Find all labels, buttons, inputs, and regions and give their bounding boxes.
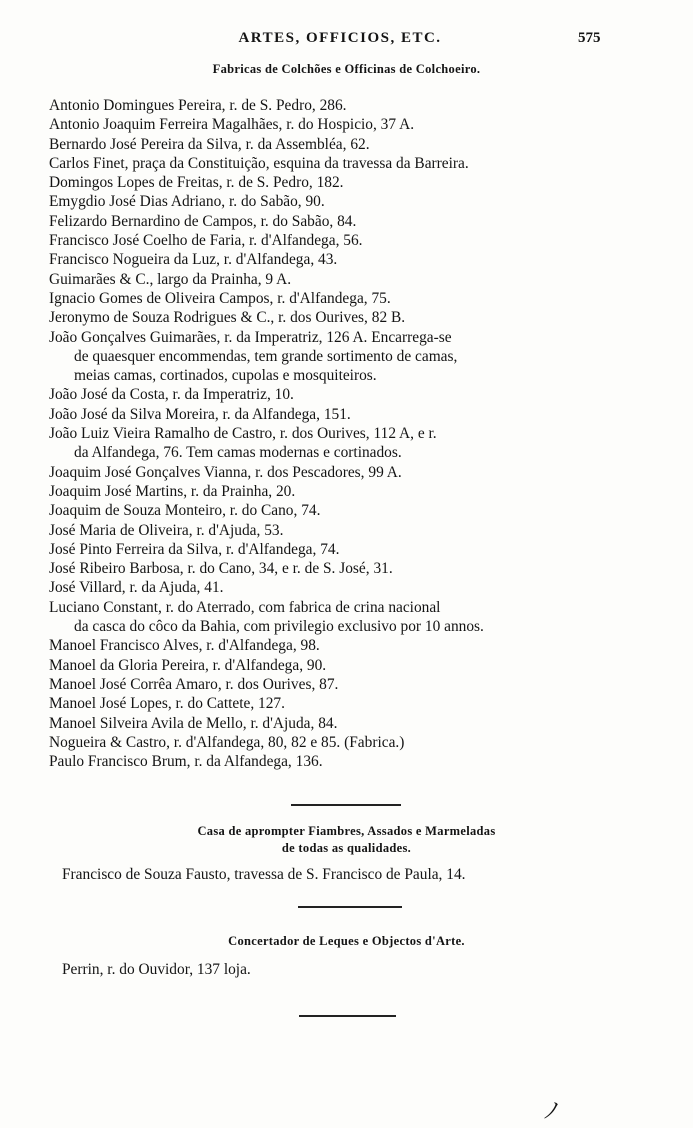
- entry-line: Antonio Joaquim Ferreira Magalhães, r. do Hospicio, 37 A.: [49, 116, 415, 134]
- list-item: [0, 192, 693, 211]
- entry-line: João José da Costa, r. da Imperatriz, 10.: [49, 386, 294, 404]
- entry-line: Manoel da Gloria Pereira, r. d'Alfandega, 90.: [49, 656, 327, 674]
- entry-line: Manoel José Lopes, r. do Cattete, 127.: [49, 695, 285, 713]
- margin-mark: ノ: [541, 1098, 564, 1123]
- entry-continuation-line: da casca do côco da Bahia, com privilegio exclusivo por 10 annos.: [74, 618, 484, 636]
- page-header: [0, 30, 693, 54]
- list-item: [0, 714, 693, 733]
- list-item: [0, 154, 693, 173]
- entry-line: Felizardo Bernardino de Campos, r. do Sabão, 84.: [49, 212, 357, 230]
- entry-line: Joaquim José Gonçalves Vianna, r. dos Pescadores, 99 A.: [49, 463, 402, 481]
- list-item: [0, 540, 693, 559]
- list-item: [0, 270, 693, 289]
- section-heading-fiambres-line2: de todas as qualidades.: [281, 841, 412, 855]
- entry-line: Paulo Francisco Brum, r. da Alfandega, 136.: [49, 753, 323, 771]
- entry-list: [0, 96, 693, 771]
- entry-line: Antonio Domingues Pereira, r. de S. Pedro, 286.: [49, 97, 347, 114]
- entry-line: Joaquim José Martins, r. da Prainha, 20.: [49, 482, 296, 500]
- entry-line: Manoel Silveira Avila de Mello, r. d'Ajuda, 84.: [49, 714, 338, 732]
- entry-line: João José da Silva Moreira, r. da Alfandega, 151.: [49, 405, 351, 423]
- entry-line: Carlos Finet, praça da Constituição, esquina da travessa da Barreira.: [49, 154, 469, 172]
- entry-line: João Gonçalves Guimarães, r. da Imperatriz, 126 A. Encarrega-se: [49, 328, 452, 346]
- list-item: [0, 231, 693, 250]
- entry-line: Luciano Constant, r. do Aterrado, com fabrica de crina nacional: [49, 598, 441, 616]
- list-item: [0, 752, 693, 771]
- entry-line: José Pinto Ferreira da Silva, r. d'Alfandega, 74.: [49, 540, 340, 558]
- entry-line: Domingos Lopes de Freitas, r. de S. Pedro, 182.: [49, 174, 344, 192]
- divider-rule: [299, 1015, 396, 1017]
- divider-rule: [291, 804, 401, 806]
- entry-line: Manoel José Corrêa Amaro, r. dos Ourives, 87.: [49, 675, 339, 693]
- entry-line: Francisco José Coelho de Faria, r. d'Alfandega, 56.: [49, 232, 363, 250]
- list-item: [0, 463, 693, 482]
- entry-line: João Luiz Vieira Ramalho de Castro, r. dos Ourives, 112 A, e r.: [49, 425, 437, 443]
- entry-line: Joaquim de Souza Monteiro, r. do Cano, 74.: [49, 502, 321, 520]
- entry-line: José Ribeiro Barbosa, r. do Cano, 34, e r. de S. José, 31.: [49, 560, 393, 578]
- list-item: [0, 250, 693, 269]
- entry-line: Manoel Francisco Alves, r. d'Alfandega, 98.: [49, 637, 320, 655]
- entry-line: Jeronymo de Souza Rodrigues & C., r. dos Ourives, 82 B.: [49, 309, 406, 327]
- list-item: [0, 212, 693, 231]
- entry-line: Ignacio Gomes de Oliveira Campos, r. d'Alfandega, 75.: [49, 289, 391, 307]
- list-item: [0, 578, 693, 597]
- list-item: [0, 289, 693, 308]
- entry-leques: Perrin, r. do Ouvidor, 137 loja.: [62, 961, 251, 978]
- entry-line: José Villard, r. da Ajuda, 41.: [49, 579, 224, 597]
- entry-line: Nogueira & Castro, r. d'Alfandega, 80, 82 e 85. (Fabrica.): [49, 733, 405, 751]
- list-item: [0, 173, 693, 192]
- list-item: [0, 559, 693, 578]
- list-item: [0, 675, 693, 694]
- list-item: [0, 656, 693, 675]
- list-item: [0, 135, 693, 154]
- entry-continuation-line: meias camas, cortinados, cupolas e mosquiteiros.: [74, 367, 377, 385]
- list-item: [0, 694, 693, 713]
- list-item: [0, 385, 693, 404]
- list-item: [0, 115, 693, 134]
- list-item: [0, 328, 693, 386]
- entry-continuation-line: de quaesquer encommendas, tem grande sortimento de camas,: [74, 347, 458, 365]
- entry-line: José Maria de Oliveira, r. d'Ajuda, 53.: [49, 521, 284, 539]
- list-item: [0, 308, 693, 327]
- section-heading-colchoes: Fabricas de Colchões e Officinas de Colchoeiro.: [212, 62, 481, 76]
- entry-line: Francisco Nogueira da Luz, r. d'Alfandega, 43.: [49, 251, 338, 269]
- section-heading-fiambres-line1: Casa de aprompter Fiambres, Assados e Marmeladas: [197, 824, 496, 838]
- list-item: [0, 636, 693, 655]
- list-item: [0, 521, 693, 540]
- list-item: [0, 501, 693, 520]
- entry-continuation-line: da Alfandega, 76. Tem camas modernas e cortinados.: [74, 444, 402, 462]
- running-title: ARTES, OFFICIOS, ETC.: [238, 30, 442, 46]
- divider-rule: [298, 906, 402, 908]
- entry-line: Emygdio José Dias Adriano, r. do Sabão, 90.: [49, 193, 325, 211]
- list-item: [0, 96, 693, 115]
- page-number: 575: [578, 30, 601, 46]
- list-item: [0, 598, 693, 637]
- entry-line: Bernardo José Pereira da Silva, r. da Assembléa, 62.: [49, 135, 370, 153]
- list-item: [0, 424, 693, 463]
- list-item: [0, 733, 693, 752]
- section-heading-leques: Concertador de Leques e Objectos d'Arte.: [228, 934, 465, 948]
- list-item: [0, 482, 693, 501]
- entry-line: Guimarães & C., largo da Prainha, 9 A.: [49, 270, 292, 288]
- list-item: [0, 405, 693, 424]
- entry-fiambres: Francisco de Souza Fausto, travessa de S. Francisco de Paula, 14.: [62, 866, 466, 883]
